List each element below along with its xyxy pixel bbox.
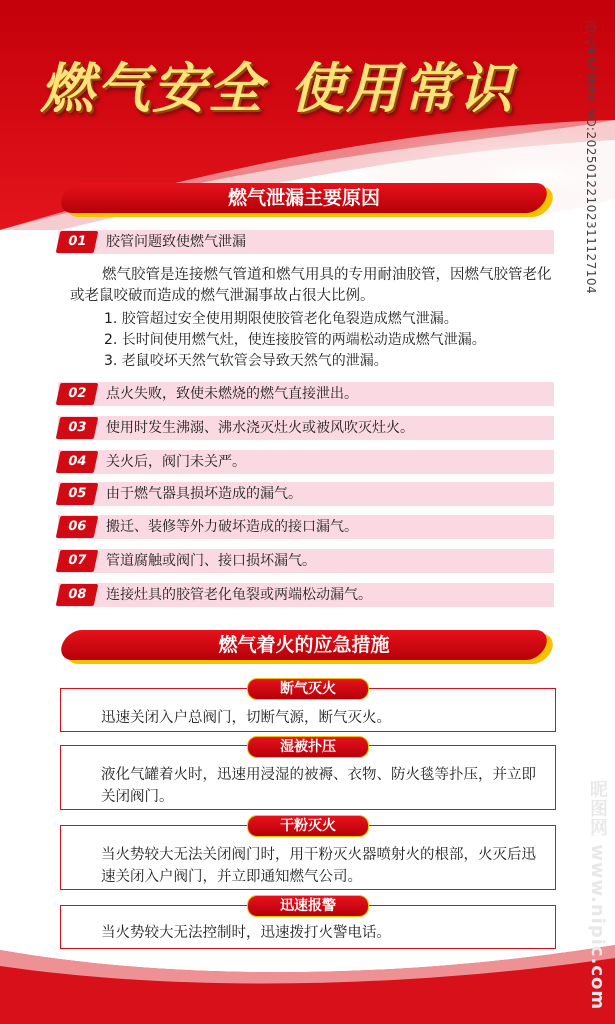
cause-row-02	[58, 382, 554, 406]
cause-text: 胶管问题致使燃气泄漏	[106, 234, 246, 250]
cause-number: 08	[56, 584, 99, 606]
hose-paragraph-text: 燃气胶管是连接燃气管道和燃气用具的专用耐油胶管，因燃气胶管老化或老鼠咬破而造成的燃气泄漏事故占很大比例。	[70, 267, 552, 304]
cause-row-01	[58, 230, 554, 254]
cause-number: 05	[56, 483, 99, 505]
cause-text: 连接灶具的胶管老化龟裂或两端松动漏气。	[106, 587, 372, 603]
section1-heading-banner	[62, 183, 548, 213]
cause-text: 搬迁、装修等外力破坏造成的接口漏气。	[106, 519, 358, 535]
cause-text: 点火失败，致使未燃烧的燃气直接泄出。	[106, 386, 358, 402]
list-item: 3. 老鼠咬坏天然气软管会导致天然气的泄漏。	[104, 353, 388, 369]
measure-tag: 干粉灭火	[247, 815, 369, 837]
cause-number: 02	[56, 383, 99, 405]
measure-tag: 湿被扑压	[247, 736, 369, 758]
title-part1: 燃气安全	[40, 57, 264, 120]
measure-text: 当火势较大无法控制时，迅速拨打火警电话。	[101, 925, 391, 941]
watermark-strip	[578, 20, 612, 620]
measure-tag: 迅速报警	[247, 895, 369, 917]
cause-number: 06	[56, 516, 99, 538]
title-part2: 使用常识	[290, 57, 514, 120]
section1-heading: 燃气泄漏主要原因	[227, 187, 380, 209]
measure-text: 液化气罐着火时，迅速用浸湿的被褥、衣物、防火毯等扑压，并立即关闭阀门。	[101, 767, 536, 805]
cause-text: 关火后，阀门未关严。	[106, 454, 246, 470]
cause-text: 使用时发生沸溺、沸水浇灭灶火或被风吹灭灶火。	[106, 420, 414, 436]
hose-paragraph	[70, 265, 560, 307]
cause-text: 管道腐触或阀门、接口损坏漏气。	[106, 553, 316, 569]
measure-text: 当火势较大无法关闭阀门时，用干粉灭火器喷射火的根部，火灭后迅速关闭入户阀门，并立即通知燃气公司。	[101, 847, 536, 885]
list-item: 2. 长时间使用燃气灶，使连接胶管的两端松动造成燃气泄漏。	[104, 332, 486, 348]
cause-number: 03	[56, 417, 99, 439]
cause-row-04	[58, 450, 554, 474]
cause-number: 07	[56, 550, 99, 572]
cause-row-06	[58, 515, 554, 539]
watermark-id: ID:29323660 NO:20250122102311127104	[584, 20, 598, 295]
cause-row-05	[58, 482, 554, 506]
poster-title	[40, 46, 580, 126]
section2-heading-banner	[62, 630, 548, 660]
watermark-logo: 昵图网 www.nipic.com	[587, 780, 608, 1011]
cause-row-03	[58, 416, 554, 440]
hose-list	[104, 309, 564, 372]
section2-heading: 燃气着火的应急措施	[218, 634, 390, 656]
cause-number: 04	[56, 451, 99, 473]
cause-row-07	[58, 549, 554, 573]
measure-text: 迅速关闭入户总阀门，切断气源，断气灭火。	[101, 710, 391, 726]
cause-text: 由于燃气器具损坏造成的漏气。	[106, 486, 302, 502]
cause-number: 01	[56, 231, 99, 253]
measure-tag: 断气灭火	[247, 678, 369, 700]
cause-row-08	[58, 583, 554, 607]
list-item: 1. 胶管超过安全使用期限使胶管老化龟裂造成燃气泄漏。	[104, 311, 458, 327]
